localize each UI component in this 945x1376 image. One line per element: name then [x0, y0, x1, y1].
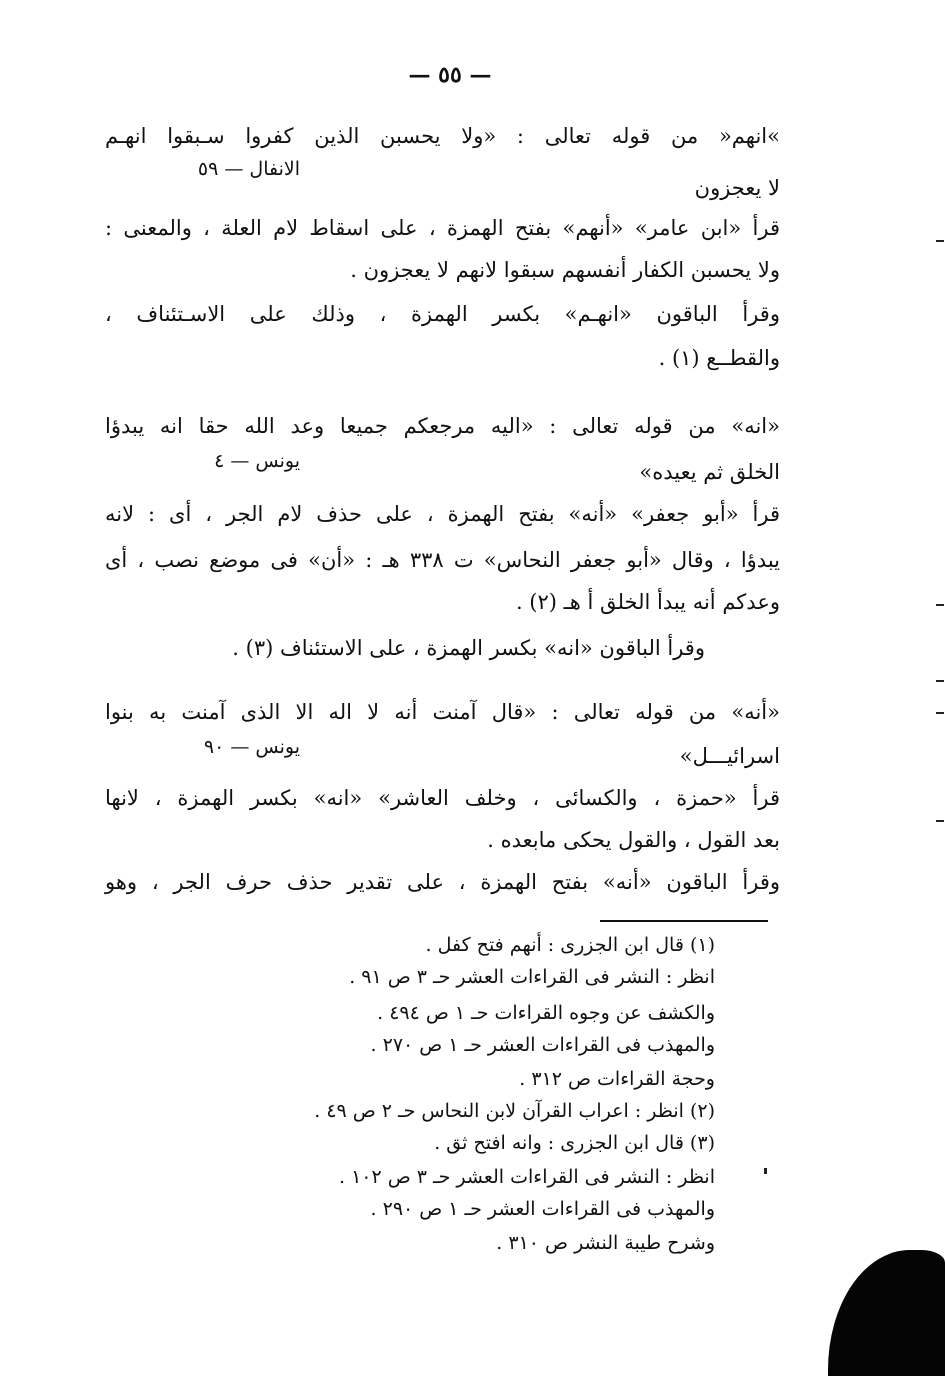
verse-reference: يونس — ٤ — [214, 450, 300, 472]
footnote-line: انظر : النشر فى القراءات العشر حـ ٣ ص ١٠٢ . — [339, 1166, 715, 1188]
paragraph-line: وقرأ الباقون «انهـم» بكسر الهمزة ، وذلك على الاسـتئناف ، — [105, 302, 780, 326]
footnote-line: والمهذب فى القراءات العشر حـ ١ ص ٢٧٠ . — [370, 1034, 715, 1056]
verse-end: لا يعجزون — [694, 176, 780, 200]
footnote-line: وحجة القراءات ص ٣١٢ . — [519, 1068, 715, 1090]
paragraph-line: يبدؤا ، وقال «أبو جعفر النحاس» ت ٣٣٨ هـ : «أن» فى موضع نصب ، أى — [105, 548, 781, 572]
footnote-line: والمهذب فى القراءات العشر حـ ١ ص ٢٩٠ . — [370, 1198, 715, 1220]
scan-mark — [936, 240, 944, 242]
paragraph-line: ولا يحسبن الكفار أنفسهم سبقوا لانهم لا يعجزون . — [350, 258, 780, 282]
paragraph-line: قرأ «ابن عامر» «أنهم» بفتح الهمزة ، على اسقاط لام العلة ، والمعنى : — [105, 216, 780, 240]
verse-reference: يونس — ٩٠ — [203, 736, 300, 758]
verse-end: الخلق ثم يعيده» — [639, 460, 780, 484]
paragraph-line: بعد القول ، والقول يحكى مابعده . — [487, 828, 780, 852]
footnote-line: انظر : النشر فى القراءات العشر حـ ٣ ص ٩١ . — [349, 966, 715, 988]
scan-corner-blot — [828, 1250, 945, 1376]
footnote-line: (١) قال ابن الجزرى : أنهم فتح كفل . — [425, 934, 715, 956]
paragraph-line: قرأ «حمزة ، والكسائى ، وخلف العاشر» «انه» بكسر الهمزة ، لانها — [105, 786, 780, 810]
scan-mark — [936, 712, 944, 714]
paragraph-line: وقرأ الباقون «أنه» بفتح الهمزة ، على تقدير حذف حرف الجر ، وهو — [105, 870, 780, 894]
verse-line: »انهم« من قوله تعالى : «ولا يحسبن الذين كفروا سـبقوا انهـم — [105, 124, 780, 148]
scan-mark — [936, 604, 944, 606]
verse-reference: الانفال — ٥٩ — [197, 158, 300, 180]
footnote-line: والكشف عن وجوه القراءات حـ ١ ص ٤٩٤ . — [377, 1002, 715, 1024]
paragraph-line: قرأ «أبو جعفر» «أنه» بفتح الهمزة ، على حذف لام الجر ، أى : لانه — [105, 502, 780, 526]
paragraph-line: وقرأ الباقون «انه» بكسر الهمزة ، على الاستئناف (٣) . — [232, 636, 705, 660]
footnote-line: وشرح طيبة النشر ص ٣١٠ . — [496, 1232, 715, 1254]
footnote-line: (٢) انظر : اعراب القرآن لابن النحاس حـ ٢ ص ٤٩ . — [314, 1100, 715, 1122]
scan-mark — [936, 820, 944, 822]
scan-mark — [936, 680, 944, 682]
paragraph-line: وعدكم أنه يبدأ الخلق أ هـ (٢) . — [515, 590, 780, 614]
page-number: — ٥٥ — — [408, 62, 492, 88]
paragraph-line: والقطــع (١) . — [658, 346, 780, 370]
footnote-separator — [600, 920, 768, 922]
footnote-line: (٣) قال ابن الجزرى : وانه افتح ثق . — [434, 1132, 715, 1154]
verse-line: «انه» من قوله تعالى : «اليه مرجعكم جميعا وعد الله حقا انه يبدؤا — [105, 414, 780, 438]
scan-mark — [764, 1168, 767, 1174]
verse-end: اسرائيـــل» — [679, 744, 780, 768]
verse-line: «أنه» من قوله تعالى : «قال آمنت أنه لا اله الا الذى آمنت به بنوا — [105, 700, 780, 724]
